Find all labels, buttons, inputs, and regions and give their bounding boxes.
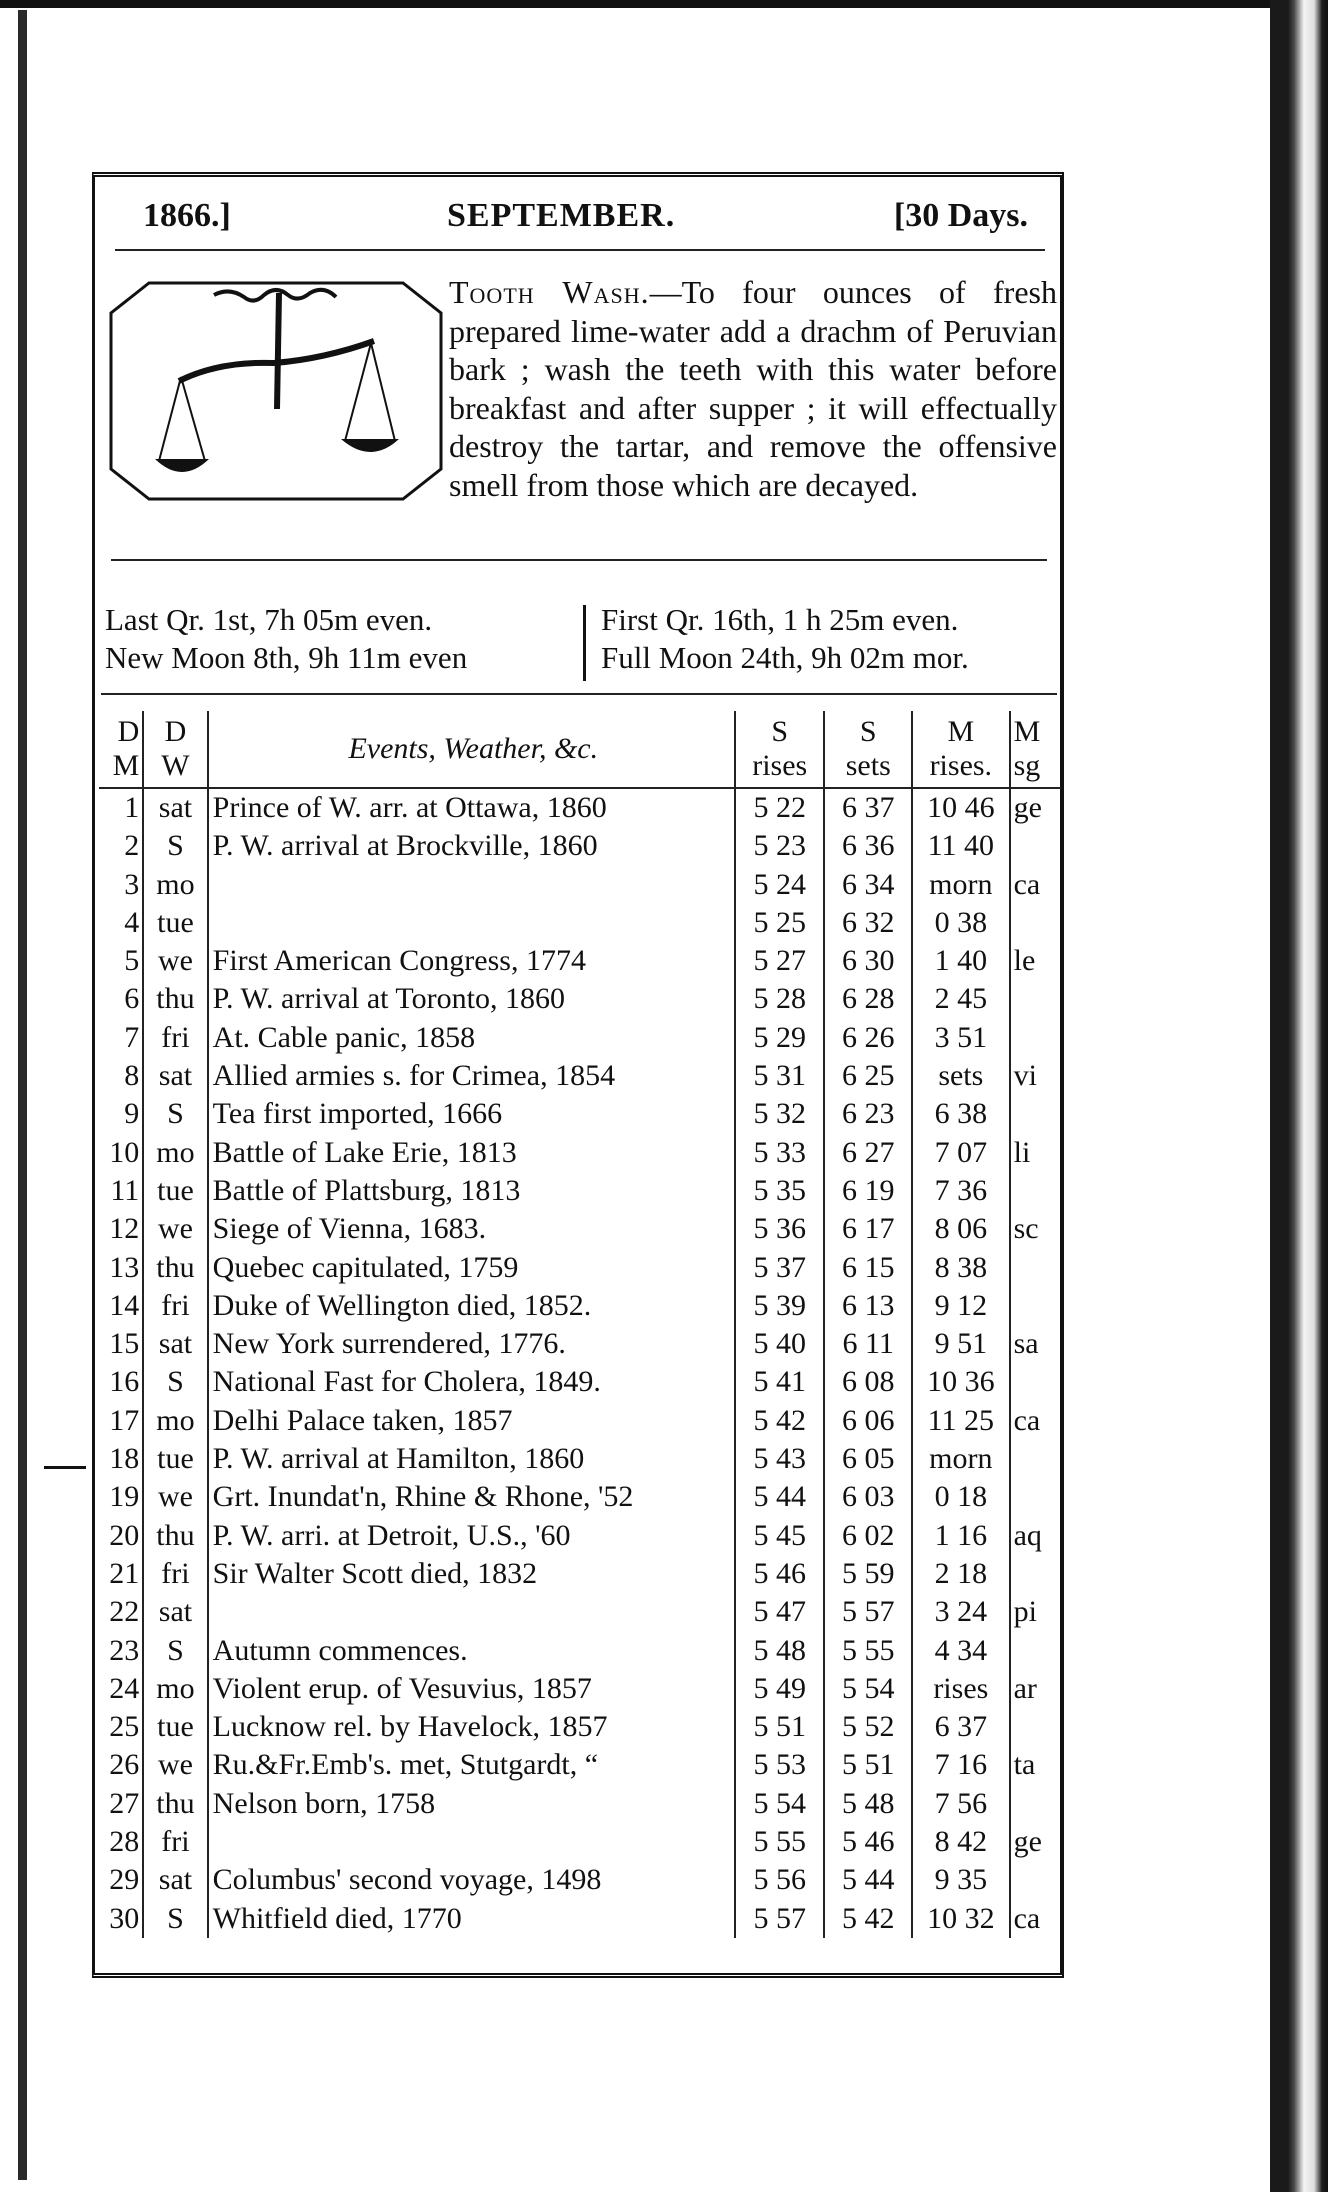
cell-sun-sets: 6 19 [824, 1172, 912, 1210]
cell-event: Battle of Lake Erie, 1813 [208, 1134, 735, 1172]
table-row [99, 1785, 1061, 1823]
cell-sun-rises: 5 43 [735, 1440, 825, 1478]
cell-event: Lucknow rel. by Havelock, 1857 [208, 1708, 735, 1746]
almanac-page [92, 172, 1064, 1978]
cell-moon-rises: 3 51 [912, 1019, 1010, 1057]
cell-moon-sign [1010, 1249, 1061, 1287]
cell-day-of-week: S [143, 1095, 207, 1133]
cell-moon-sign: ca [1010, 866, 1061, 904]
cell-sun-rises: 5 32 [735, 1095, 825, 1133]
cell-moon-rises: 7 36 [912, 1172, 1010, 1210]
recipe-rule [111, 559, 1047, 561]
cell-sun-sets: 6 30 [824, 942, 912, 980]
cell-sun-rises: 5 44 [735, 1478, 825, 1516]
cell-sun-sets: 6 25 [824, 1057, 912, 1095]
cell-sun-rises: 5 53 [735, 1746, 825, 1784]
cell-day-of-week: sat [143, 1057, 207, 1095]
cell-sun-sets: 6 15 [824, 1249, 912, 1287]
table-row [99, 1095, 1061, 1133]
cell-day-of-week: S [143, 1363, 207, 1401]
cell-day-of-month: 5 [124, 944, 140, 978]
cell-event [208, 904, 735, 942]
cell-event: P. W. arrival at Brockville, 1860 [208, 827, 735, 865]
cell-day-of-month: 1 [124, 791, 140, 824]
header-month: SEPTEMBER. [447, 197, 676, 234]
cell-sun-sets: 5 54 [824, 1670, 912, 1708]
cell-day-of-month: 13 [109, 1250, 140, 1284]
page-top-edge [0, 0, 1328, 8]
header-year: 1866.] [143, 197, 231, 234]
cell-moon-rises: 1 16 [912, 1517, 1010, 1555]
cell-day-of-week: we [143, 1478, 207, 1516]
cell-event: Autumn commences. [208, 1632, 735, 1670]
table-row [99, 1555, 1061, 1593]
cell-day-of-week: fri [143, 1823, 207, 1861]
cell-day-of-week: we [143, 1746, 207, 1784]
cell-event: Columbus' second voyage, 1498 [208, 1861, 735, 1899]
table-row [99, 866, 1061, 904]
cell-sun-sets: 6 23 [824, 1095, 912, 1133]
cell-moon-rises: 2 45 [912, 980, 1010, 1018]
cell-moon-rises: 1 40 [912, 942, 1010, 980]
cell-day-of-month: 18 [109, 1442, 140, 1476]
cell-event: Ru.&Fr.Emb's. met, Stutgardt, “ [208, 1746, 735, 1784]
cell-moon-rises: morn [912, 1440, 1010, 1478]
cell-sun-rises: 5 40 [735, 1325, 825, 1363]
moon-phases-left [105, 601, 565, 677]
cell-day-of-week: thu [143, 1249, 207, 1287]
cell-sun-sets: 5 48 [824, 1785, 912, 1823]
table-row [99, 827, 1061, 865]
phases-rule [101, 693, 1057, 695]
cell-moon-sign [1010, 1861, 1061, 1899]
cell-moon-rises: sets [912, 1057, 1010, 1095]
cell-moon-rises: 4 34 [912, 1632, 1010, 1670]
cell-day-of-week: mo [143, 1402, 207, 1440]
cell-day-of-month: 26 [109, 1748, 140, 1782]
cell-moon-rises: 0 38 [912, 904, 1010, 942]
table-row [99, 1746, 1061, 1784]
cell-event: Whitfield died, 1770 [208, 1900, 735, 1938]
cell-event: Tea first imported, 1666 [208, 1095, 735, 1133]
page-left-edge [18, 10, 27, 2180]
calendar-table [99, 711, 1061, 1938]
cell-sun-rises: 5 48 [735, 1632, 825, 1670]
cell-day-of-month: 14 [109, 1288, 140, 1322]
cell-moon-sign: sa [1010, 1325, 1061, 1363]
table-row [99, 1057, 1061, 1095]
cell-event: National Fast for Cholera, 1849. [208, 1363, 735, 1401]
table-row [99, 1593, 1061, 1631]
cell-moon-rises: 9 35 [912, 1861, 1010, 1899]
cell-sun-sets: 6 03 [824, 1478, 912, 1516]
emblem-space [107, 273, 449, 501]
cell-sun-sets: 5 59 [824, 1555, 912, 1593]
table-row [99, 1708, 1061, 1746]
cell-sun-rises: 5 22 [735, 788, 825, 827]
cell-day-of-week: mo [143, 1134, 207, 1172]
cell-moon-sign [1010, 1632, 1061, 1670]
cell-day-of-month: 30 [109, 1901, 140, 1935]
cell-sun-rises: 5 55 [735, 1823, 825, 1861]
cell-sun-rises: 5 57 [735, 1900, 825, 1938]
cell-moon-sign: pi [1010, 1593, 1061, 1631]
cell-sun-sets: 6 34 [824, 866, 912, 904]
calendar-body [99, 788, 1061, 1938]
cell-moon-sign: ge [1010, 1823, 1061, 1861]
table-row [99, 1249, 1061, 1287]
cell-event: First American Congress, 1774 [208, 942, 735, 980]
cell-day-of-month: 3 [124, 867, 140, 901]
cell-moon-sign: ca [1010, 1402, 1061, 1440]
table-row [99, 1670, 1061, 1708]
cell-sun-rises: 5 29 [735, 1019, 825, 1057]
cell-moon-sign [1010, 1785, 1061, 1823]
table-row [99, 1478, 1061, 1516]
cell-moon-sign [1010, 1555, 1061, 1593]
cell-event: Violent erup. of Vesuvius, 1857 [208, 1670, 735, 1708]
col-moon-rises: M rises. [912, 711, 1010, 788]
cell-day-of-month: 23 [109, 1633, 140, 1667]
cell-event: P. W. arri. at Detroit, U.S., '60 [208, 1517, 735, 1555]
cell-day-of-week: S [143, 827, 207, 865]
table-row [99, 1287, 1061, 1325]
cell-day-of-week: S [143, 1632, 207, 1670]
cell-moon-sign [1010, 1095, 1061, 1133]
cell-sun-rises: 5 46 [735, 1555, 825, 1593]
cell-sun-sets: 5 46 [824, 1823, 912, 1861]
cell-day-of-week: we [143, 1210, 207, 1248]
full-moon: Full Moon 24th, 9h 02m mor. [601, 640, 969, 675]
cell-sun-sets: 5 57 [824, 1593, 912, 1631]
cell-moon-rises: 2 18 [912, 1555, 1010, 1593]
cell-moon-rises: 8 06 [912, 1210, 1010, 1248]
cell-moon-rises: 9 51 [912, 1325, 1010, 1363]
cell-event: Delhi Palace taken, 1857 [208, 1402, 735, 1440]
cell-event [208, 1823, 735, 1861]
cell-day-of-week: tue [143, 1440, 207, 1478]
cell-day-of-week: sat [143, 788, 207, 827]
table-row [99, 1402, 1061, 1440]
cell-day-of-week: fri [143, 1019, 207, 1057]
cell-moon-rises: 3 24 [912, 1593, 1010, 1631]
cell-sun-sets: 6 28 [824, 980, 912, 1018]
cell-moon-sign: ar [1010, 1670, 1061, 1708]
table-row [99, 942, 1061, 980]
cell-sun-rises: 5 37 [735, 1249, 825, 1287]
cell-day-of-month: 17 [109, 1403, 140, 1437]
last-quarter: Last Qr. 1st, 7h 05m even. [105, 602, 433, 637]
cell-sun-sets: 6 11 [824, 1325, 912, 1363]
cell-event: Allied armies s. for Crimea, 1854 [208, 1057, 735, 1095]
table-row [99, 904, 1061, 942]
cell-moon-rises: 7 07 [912, 1134, 1010, 1172]
cell-sun-sets: 6 05 [824, 1440, 912, 1478]
cell-event: Siege of Vienna, 1683. [208, 1210, 735, 1248]
cell-moon-rises: 9 12 [912, 1287, 1010, 1325]
cell-sun-rises: 5 35 [735, 1172, 825, 1210]
cell-day-of-month: 15 [109, 1327, 140, 1361]
col-sun-sets: S sets [824, 711, 912, 788]
table-row [99, 1900, 1061, 1938]
cell-moon-rises: 7 56 [912, 1785, 1010, 1823]
cell-day-of-month: 12 [109, 1212, 140, 1246]
cell-moon-sign: ge [1010, 788, 1061, 827]
cell-day-of-month: 27 [109, 1786, 140, 1820]
col-events: Events, Weather, &c. [208, 711, 735, 788]
cell-moon-rises: 10 32 [912, 1900, 1010, 1938]
cell-sun-rises: 5 24 [735, 866, 825, 904]
cell-sun-rises: 5 28 [735, 980, 825, 1018]
table-row [99, 1632, 1061, 1670]
cell-moon-rises: 11 25 [912, 1402, 1010, 1440]
table-row [99, 1517, 1061, 1555]
cell-moon-sign: sc [1010, 1210, 1061, 1248]
cell-event: Prince of W. arr. at Ottawa, 1860 [208, 788, 735, 827]
moon-phases [105, 601, 1061, 683]
cell-sun-sets: 5 44 [824, 1861, 912, 1899]
cell-day-of-week: thu [143, 1517, 207, 1555]
cell-day-of-week: sat [143, 1325, 207, 1363]
cell-moon-sign [1010, 1440, 1061, 1478]
cell-day-of-month: 6 [124, 982, 140, 1016]
cell-sun-sets: 6 37 [824, 788, 912, 827]
cell-sun-rises: 5 23 [735, 827, 825, 865]
cell-moon-sign [1010, 980, 1061, 1018]
cell-day-of-week: tue [143, 904, 207, 942]
cell-event: Duke of Wellington died, 1852. [208, 1287, 735, 1325]
cell-moon-sign [1010, 1287, 1061, 1325]
cell-day-of-week: sat [143, 1593, 207, 1631]
cell-sun-sets: 6 06 [824, 1402, 912, 1440]
cell-moon-sign: ta [1010, 1746, 1061, 1784]
cell-sun-rises: 5 31 [735, 1057, 825, 1095]
cell-sun-sets: 5 55 [824, 1632, 912, 1670]
cell-day-of-month: 9 [124, 1097, 140, 1131]
cell-day-of-month: 28 [109, 1825, 140, 1859]
first-quarter: First Qr. 16th, 1 h 25m even. [601, 602, 959, 637]
cell-sun-sets: 6 32 [824, 904, 912, 942]
cell-day-of-month: 16 [109, 1365, 140, 1399]
tooth-wash-text: —To four ounces of fresh prepared lime-water add a drachm of Peruvian bark ; wash the teeth with this water before breakfast and after supper ; it will effectually destroy the tartar, and remove the offensive smell from those which are decayed. [449, 274, 1057, 503]
cell-moon-sign: li [1010, 1134, 1061, 1172]
cell-day-of-week: tue [143, 1708, 207, 1746]
cell-moon-sign [1010, 827, 1061, 865]
cell-sun-rises: 5 49 [735, 1670, 825, 1708]
cell-sun-rises: 5 41 [735, 1363, 825, 1401]
cell-moon-rises: 10 46 [912, 788, 1010, 827]
cell-sun-rises: 5 47 [735, 1593, 825, 1631]
table-row [99, 1325, 1061, 1363]
cell-moon-sign [1010, 1708, 1061, 1746]
cell-day-of-week: S [143, 1900, 207, 1938]
cell-moon-sign [1010, 1172, 1061, 1210]
cell-moon-rises: 7 16 [912, 1746, 1010, 1784]
cell-sun-sets: 6 08 [824, 1363, 912, 1401]
table-row [99, 1172, 1061, 1210]
cell-sun-rises: 5 45 [735, 1517, 825, 1555]
cell-moon-rises: 8 38 [912, 1249, 1010, 1287]
table-row [99, 1440, 1061, 1478]
cell-event: Quebec capitulated, 1759 [208, 1249, 735, 1287]
cell-day-of-week: fri [143, 1555, 207, 1593]
cell-sun-sets: 6 17 [824, 1210, 912, 1248]
cell-day-of-week: tue [143, 1172, 207, 1210]
cell-sun-rises: 5 54 [735, 1785, 825, 1823]
cell-sun-sets: 6 13 [824, 1287, 912, 1325]
cell-sun-rises: 5 56 [735, 1861, 825, 1899]
cell-day-of-month: 24 [109, 1671, 140, 1705]
cell-event: New York surrendered, 1776. [208, 1325, 735, 1363]
cell-event: Grt. Inundat'n, Rhine & Rhone, '52 [208, 1478, 735, 1516]
cell-moon-sign [1010, 1363, 1061, 1401]
cell-moon-rises: 0 18 [912, 1478, 1010, 1516]
cell-sun-sets: 6 26 [824, 1019, 912, 1057]
cell-moon-sign: aq [1010, 1517, 1061, 1555]
cell-day-of-week: mo [143, 866, 207, 904]
cell-sun-rises: 5 51 [735, 1708, 825, 1746]
cell-moon-rises: 11 40 [912, 827, 1010, 865]
cell-sun-sets: 6 36 [824, 827, 912, 865]
cell-moon-sign [1010, 1019, 1061, 1057]
cell-moon-sign: le [1010, 942, 1061, 980]
cell-sun-sets: 5 51 [824, 1746, 912, 1784]
cell-day-of-month: 25 [109, 1710, 140, 1744]
cell-event: Sir Walter Scott died, 1832 [208, 1555, 735, 1593]
header-rule [115, 249, 1045, 251]
cell-moon-sign [1010, 904, 1061, 942]
cell-day-of-month: 19 [109, 1480, 140, 1514]
cell-event: Nelson born, 1758 [208, 1785, 735, 1823]
phases-divider [583, 605, 586, 681]
cell-sun-sets: 5 42 [824, 1900, 912, 1938]
tooth-wash-recipe [107, 273, 1057, 504]
cell-event: P. W. arrival at Toronto, 1860 [208, 980, 735, 1018]
cell-day-of-month: 21 [109, 1556, 140, 1590]
col-sun-rises: S rises [735, 711, 825, 788]
cell-event: Battle of Plattsburg, 1813 [208, 1172, 735, 1210]
cell-event: P. W. arrival at Hamilton, 1860 [208, 1440, 735, 1478]
cell-day-of-week: thu [143, 980, 207, 1018]
cell-sun-sets: 5 52 [824, 1708, 912, 1746]
cell-sun-rises: 5 33 [735, 1134, 825, 1172]
cell-day-of-week: fri [143, 1287, 207, 1325]
table-row [99, 788, 1061, 827]
cell-day-of-month: 11 [110, 1173, 140, 1207]
cell-sun-sets: 6 02 [824, 1517, 912, 1555]
cell-event [208, 866, 735, 904]
cell-sun-rises: 5 39 [735, 1287, 825, 1325]
cell-event [208, 1593, 735, 1631]
moon-phases-right [601, 601, 1071, 677]
table-row [99, 980, 1061, 1018]
cell-sun-rises: 5 36 [735, 1210, 825, 1248]
header-days: [30 Days. [893, 197, 1028, 234]
cell-day-of-month: 10 [109, 1135, 140, 1169]
margin-mark [44, 1466, 86, 1469]
cell-sun-sets: 6 27 [824, 1134, 912, 1172]
cell-day-of-week: mo [143, 1670, 207, 1708]
cell-day-of-month: 4 [124, 905, 140, 939]
cell-sun-rises: 5 42 [735, 1402, 825, 1440]
cell-moon-rises: 10 36 [912, 1363, 1010, 1401]
table-row [99, 1823, 1061, 1861]
tooth-wash-title: Tooth Wash. [449, 274, 650, 310]
cell-day-of-week: thu [143, 1785, 207, 1823]
table-row [99, 1210, 1061, 1248]
cell-day-of-week: we [143, 942, 207, 980]
cell-moon-sign [1010, 1478, 1061, 1516]
cell-moon-rises: rises [912, 1670, 1010, 1708]
col-moon-sign: M sg [1010, 711, 1061, 788]
cell-moon-sign: ca [1010, 1900, 1061, 1938]
table-row [99, 1363, 1061, 1401]
book-spine-edge [1270, 0, 1328, 2192]
new-moon: New Moon 8th, 9h 11m even [105, 640, 468, 675]
cell-event: At. Cable panic, 1858 [208, 1019, 735, 1057]
cell-moon-rises: morn [912, 866, 1010, 904]
table-row [99, 1134, 1061, 1172]
cell-day-of-month: 7 [124, 1020, 140, 1054]
table-row [99, 1019, 1061, 1057]
cell-moon-rises: 6 38 [912, 1095, 1010, 1133]
col-day-of-week: D W [143, 711, 207, 788]
cell-day-of-month: 22 [109, 1595, 140, 1629]
table-header-row [99, 711, 1061, 788]
cell-sun-rises: 5 25 [735, 904, 825, 942]
col-day-of-month: D M [112, 715, 140, 782]
page-header [95, 191, 1060, 241]
cell-day-of-month: 2 [124, 829, 140, 863]
table-row [99, 1861, 1061, 1899]
cell-day-of-month: 8 [124, 1059, 140, 1093]
cell-day-of-month: 29 [109, 1863, 140, 1897]
cell-moon-sign: vi [1010, 1057, 1061, 1095]
cell-moon-rises: 6 37 [912, 1708, 1010, 1746]
cell-sun-rises: 5 27 [735, 942, 825, 980]
cell-day-of-month: 20 [109, 1518, 140, 1552]
cell-day-of-week: sat [143, 1861, 207, 1899]
cell-moon-rises: 8 42 [912, 1823, 1010, 1861]
